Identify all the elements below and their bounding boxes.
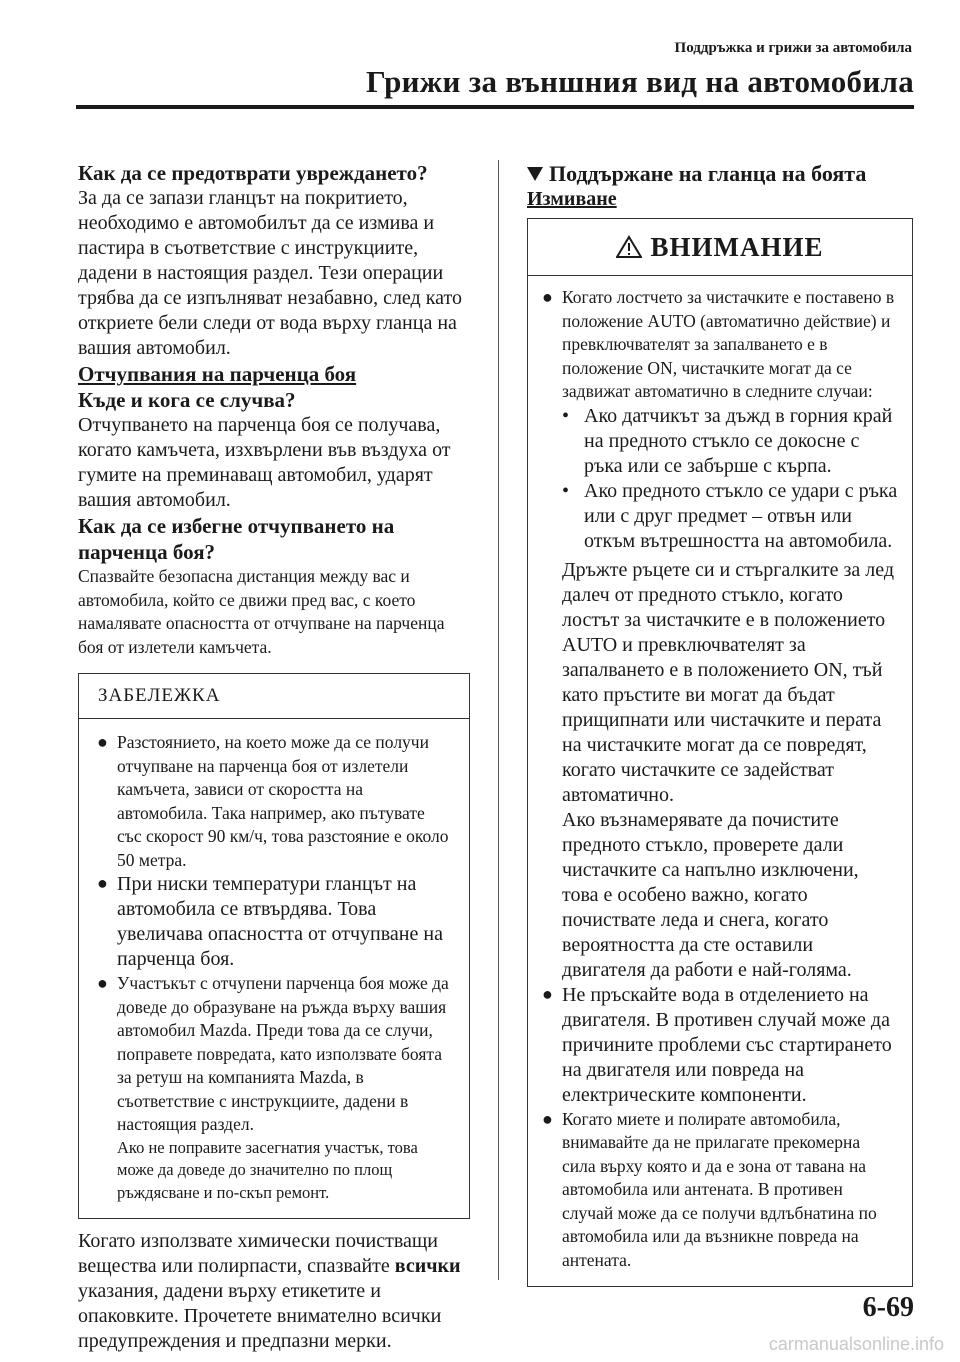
header-rule xyxy=(76,105,914,109)
warning-paragraph-hands: Дръжте ръцете си и стъргалките за лед далеч от предното стъкло, когато лостът за чистачките е в положението AUTO и превключвателят за запалването е в положението ON, тъй като пръстите ви могат да бъдат прищипнати или чистачките и перата на чистачките могат да се повредят, когато чистачките се задействат автоматично. xyxy=(562,558,895,806)
paragraph-gloss: За да се запази гланцът на покритието, необходимо е автомобилът да се измива и пастира в съответствие с инструкциите, дадени в настоящия раздел. Тези операции трябва да се изпълняват незабавно, след като откриете бели следи от вода върху гланца на вашия автомобил. xyxy=(78,187,462,359)
warning-box xyxy=(527,218,913,1287)
note-item-rust: ● Участъкът с отчупени парченца боя може да доведе до образуване на ръжда върху вашия автомобил Mazda. Преди това да се случи, поправете повредата, като използвате боята за ретуш на компанията Mazda, в съответствие с инструкциите, дадени в настоящия раздел. Ако не поправите засегнатия участък, това може да доведе до значително по площ ръждясване и по-скъп ремонт. xyxy=(97,972,453,1204)
right-column xyxy=(527,160,914,1287)
page-title: Грижи за външния вид на автомобила xyxy=(366,64,914,99)
warning-header xyxy=(528,219,912,276)
paragraph-chemicals: Когато използвате химически почистващи вещества или полирпасти, спазвайте всички указания, дадени върху етикетите и опаковките. Прочетете внимателно всички предупреждения и предпазни мерки. xyxy=(78,1230,461,1352)
paragraph-chip-cause: Отчупването на парченца боя се получава, когато камъчета, изхвърлени във въздуха от гумите на преминаващ автомобил, ударят вашия автомобил. xyxy=(78,414,451,511)
left-column xyxy=(78,160,473,1354)
note-box xyxy=(78,673,470,1219)
note-body xyxy=(79,719,469,1218)
header-section-name: Поддръжка и грижи за автомобила xyxy=(674,40,912,56)
warning-subitems xyxy=(542,404,898,983)
heading-paint-chips: Отчупвания на парченца боя xyxy=(78,362,357,386)
warning-triangle-icon xyxy=(616,235,642,259)
bullet-icon: ● xyxy=(97,873,108,893)
subsection-washing: Измиване xyxy=(527,188,617,210)
warning-body xyxy=(528,276,912,1286)
warning-subitem-rain-sensor: • Ако датчикът за дъжд в горния край на предното стъкло се докосне с ръка или се забърше с кърпа. xyxy=(562,404,893,477)
warning-title: ВНИМАНИЕ xyxy=(650,231,824,262)
bullet-icon: ● xyxy=(542,287,553,307)
warning-item-auto-wipers: ● Когато лостчето за чистачките е поставено в положение AUTO (автоматично действие) и превключвателят за запалването е в положение ON, чистачките могат да се задвижат автоматично в следните случаи: xyxy=(542,286,898,404)
heading-prevent-damage: Как да се предотврати увреждането? xyxy=(78,161,428,185)
section-title-gloss: Поддържане на гланца на боята xyxy=(527,160,914,187)
note-title: ЗАБЕЛЕЖКА xyxy=(79,674,469,719)
column-divider xyxy=(498,160,499,1280)
bullet-icon: ● xyxy=(542,983,553,1004)
warning-item-roof-force: ● Когато миете и полирате автомобила, внимавайте да не прилагате прекомерна сила върху която и да е зона от тавана на автомобила или антената. В противен случай може да се получи вдлъбнатина по автомобила или да възникне повреда на антената. xyxy=(542,1108,898,1273)
heading-avoid-chips: Как да се избегне отчупването на парченца боя? xyxy=(78,514,395,564)
watermark: carmanualsonline.info xyxy=(768,1334,944,1354)
bullet-icon: • xyxy=(562,404,570,427)
note-item-distance: ● Разстоянието, на което може да се получи отчупване на парченца боя от излетели камъчета, зависи от скоростта на автомобила. Така например, ако пътувате със скорост 90 км/ч, това разстояние е около 50 метра. xyxy=(97,731,453,872)
bullet-icon: • xyxy=(562,479,570,502)
heading-where-when: Къде и кога се случва? xyxy=(78,388,296,412)
warning-paragraph-cleaning: Ако възнамерявате да почистите предното стъкло, проверете дали чистачките са напълно изключени, това е особено важно, когато почиствате леда и снега, когато вероятността да сте оставили двигателя да работи е най-голяма. xyxy=(562,808,859,981)
warning-item-engine-water: ● Не пръскайте вода в отделението на двигателя. В противен случай може да причините проблеми със стартирането на двигателя или повреда на електрическите компоненти. xyxy=(542,983,892,1106)
paragraph-safe-distance: Спазвайте безопасна дистанция между вас и автомобила, който се движи пред вас, с което намалявате опасността от отчупване на парченца боя от излетели камъчета. xyxy=(78,566,445,657)
page-number: 6-69 xyxy=(862,1292,914,1323)
triangle-down-icon xyxy=(527,167,543,181)
note-item-temperature: ● При ниски температури гланцът на автомобила се втвърдява. Това увеличава опасността от отчупване на парченца боя. xyxy=(97,873,443,970)
bullet-icon: ● xyxy=(97,732,108,752)
bullet-icon: ● xyxy=(542,1108,553,1129)
bullet-icon: ● xyxy=(97,973,108,993)
warning-subitem-windshield-hit: • Ако предното стъкло се удари с ръка или с друг предмет – отвън или откъм вътрешността на автомобила. xyxy=(562,479,898,552)
